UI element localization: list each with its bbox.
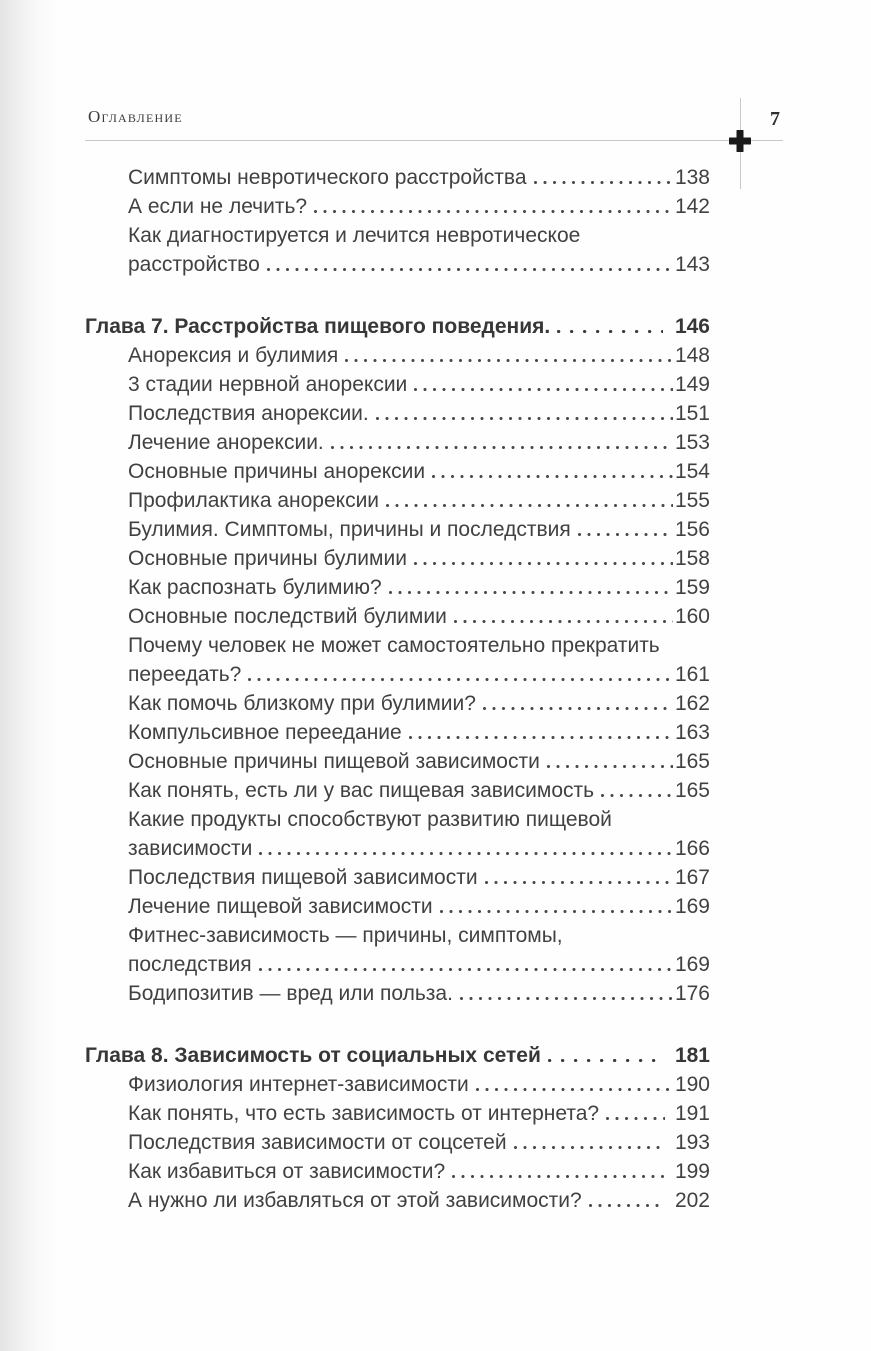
toc-entry-title: Как помочь близкому при булимии?: [128, 692, 476, 715]
dot-leader: [412, 370, 673, 399]
toc-page-number: 193: [674, 1131, 710, 1154]
toc-row: [85, 341, 710, 370]
toc-page-number: 151: [674, 402, 710, 425]
toc-entry-title: расстройство: [128, 253, 260, 276]
toc-page-number: 153: [674, 431, 710, 454]
toc-row: [85, 428, 710, 457]
toc-page-number: 202: [674, 1189, 710, 1212]
toc-page-number: 169: [674, 895, 710, 918]
toc-page-number: 166: [674, 837, 710, 860]
toc-row: [85, 544, 710, 573]
toc-row: [85, 921, 710, 950]
dot-leader: [599, 776, 673, 805]
toc-entry-title: Основные причины пищевой зависимости: [128, 750, 540, 773]
header-rule: [85, 140, 783, 141]
toc-row: [85, 892, 710, 921]
toc-row: [85, 689, 710, 718]
toc-page-number: 176: [674, 982, 710, 1005]
toc-row: [85, 192, 710, 221]
toc-page-number: 154: [674, 460, 710, 483]
running-head: Оглавление: [88, 107, 183, 126]
page-number: 7: [770, 108, 780, 130]
page-gutter-shadow: [0, 0, 58, 1351]
toc-entry-title: Лечение пищевой зависимости: [128, 895, 433, 918]
toc-row: [85, 631, 710, 660]
dot-leader: [265, 250, 673, 279]
dot-leader: [384, 486, 673, 515]
toc-entry-title: Булимия. Симптомы, причины и последствия: [128, 518, 571, 541]
dot-leader: [374, 399, 673, 428]
toc-page-number: 165: [674, 779, 710, 802]
toc-entry-title: Последствия зависимости от соцсетей: [128, 1131, 507, 1154]
toc-entry-title: Как диагностируется и лечится невротическое: [128, 224, 581, 247]
toc-page-number: 169: [674, 953, 710, 976]
dot-leader: [257, 834, 673, 863]
toc-entry-title: Как понять, есть ли у вас пищевая зависимость: [128, 779, 595, 802]
toc-row: [85, 805, 710, 834]
dot-leader: [532, 163, 673, 192]
toc-row: [85, 776, 710, 805]
toc-entry-title: Бодипозитив — вред или польза.: [128, 982, 453, 1005]
toc-row: [85, 950, 710, 979]
toc-entry-title: Как понять, что есть зависимость от интернета?: [128, 1102, 600, 1125]
toc-page-number: 159: [674, 576, 710, 599]
toc-entry-title: Глава 8. Зависимость от социальных сетей: [85, 1044, 541, 1067]
dot-leader: [481, 689, 673, 718]
toc-page-number: 138: [674, 166, 710, 189]
dot-leader: [450, 1157, 665, 1186]
dot-leader: [430, 457, 673, 486]
toc-entry-title: Анорексия и булимия: [128, 344, 339, 367]
dot-leader: [312, 192, 673, 221]
toc-entry-title: Основные последствий булимии: [128, 605, 447, 628]
toc-row: [85, 399, 710, 428]
toc-row: [85, 573, 710, 602]
toc-page-number: 148: [674, 344, 710, 367]
toc-entry-title: переедать?: [128, 663, 242, 686]
toc-page-number: 162: [674, 692, 710, 715]
dot-leader: [438, 892, 673, 921]
toc-entry-title: А нужно ли избавляться от этой зависимости?: [128, 1189, 582, 1212]
toc-entry-title: Симптомы невротического расстройства: [128, 166, 527, 189]
dot-leader: [329, 428, 673, 457]
toc-page-number: 158: [674, 547, 710, 570]
toc-row: [85, 163, 710, 192]
toc-row: [85, 250, 710, 279]
dot-leader: [587, 1186, 665, 1215]
toc-entry-title: Фитнес-зависимость — причины, симптомы,: [128, 924, 563, 947]
toc-page-number: 181: [674, 1044, 710, 1067]
toc-entry-title: Профилактика анорексии: [128, 489, 380, 512]
dot-leader: [555, 312, 663, 341]
dot-leader: [546, 1041, 663, 1070]
toc-entry-title: Компульсивное переедание: [128, 721, 402, 744]
dot-leader: [576, 515, 673, 544]
dot-leader: [458, 979, 673, 1008]
toc-page-number: 190: [674, 1073, 710, 1096]
dot-leader: [545, 747, 673, 776]
toc-entry-title: 3 стадии нервной анорексии: [128, 373, 408, 396]
dot-leader: [407, 718, 673, 747]
toc-page-number: 146: [674, 315, 710, 338]
toc-row: [85, 1099, 710, 1128]
toc-page-number: 160: [674, 605, 710, 628]
toc-entry-title: Почему человек не может самостоятельно прекратить: [128, 634, 660, 657]
crop-mark-plus-icon: [729, 130, 751, 152]
toc-row: [85, 718, 710, 747]
toc-row: [85, 602, 710, 631]
toc-row: [85, 1186, 710, 1215]
dot-leader: [483, 863, 673, 892]
toc-row: [85, 1128, 710, 1157]
toc-entry-title: Последствия пищевой зависимости: [128, 866, 478, 889]
toc-row: [85, 370, 710, 399]
toc-page-number: 165: [674, 750, 710, 773]
toc-row: [85, 221, 710, 250]
dot-leader: [387, 573, 673, 602]
dot-leader: [246, 660, 673, 689]
toc-chapter-row: [85, 1041, 710, 1070]
toc-row: [85, 515, 710, 544]
toc-entry-title: Основные причины булимии: [128, 547, 407, 570]
toc-entry-title: Как распознать булимию?: [128, 576, 382, 599]
dot-leader: [452, 602, 673, 631]
toc-page-number: 155: [674, 489, 710, 512]
toc-row: [85, 660, 710, 689]
toc-entry-title: зависимости: [128, 837, 253, 860]
toc-row: [85, 979, 710, 1008]
dot-leader: [343, 341, 673, 370]
toc-page-number: 161: [674, 663, 710, 686]
dot-leader: [412, 544, 673, 573]
toc-entry-title: А если не лечить?: [128, 195, 308, 218]
toc-row: [85, 457, 710, 486]
toc-row: [85, 1070, 710, 1099]
toc-entry-title: последствия: [128, 953, 252, 976]
toc-entry-title: Физиология интернет-зависимости: [128, 1073, 469, 1096]
toc-page-number: 143: [674, 253, 710, 276]
toc-row: [85, 747, 710, 776]
toc-page-number: 167: [674, 866, 710, 889]
toc-row: [85, 863, 710, 892]
toc-chapter-row: [85, 312, 710, 341]
dot-leader: [512, 1128, 665, 1157]
toc-page-number: 156: [674, 518, 710, 541]
toc-row: [85, 486, 710, 515]
dot-leader: [257, 950, 673, 979]
toc-page-number: 142: [674, 195, 710, 218]
toc-entry-title: Последствия анорексии.: [128, 402, 369, 425]
toc-entry-title: Основные причины анорексии: [128, 460, 426, 483]
toc-entry-title: Как избавиться от зависимости?: [128, 1160, 446, 1183]
toc-row: [85, 1157, 710, 1186]
toc-page-number: 149: [674, 373, 710, 396]
toc-entry-title: Глава 7. Расстройства пищевого поведения.: [85, 315, 551, 338]
dot-leader: [604, 1099, 665, 1128]
table-of-contents: [85, 163, 710, 1215]
toc-entry-title: Лечение анорексии.: [128, 431, 324, 454]
toc-page-number: 163: [674, 721, 710, 744]
toc-entry-title: Какие продукты способствуют развитию пищевой: [128, 808, 612, 831]
dot-leader: [474, 1070, 673, 1099]
toc-page-number: 191: [674, 1102, 710, 1125]
toc-page-number: 199: [674, 1160, 710, 1183]
toc-row: [85, 834, 710, 863]
